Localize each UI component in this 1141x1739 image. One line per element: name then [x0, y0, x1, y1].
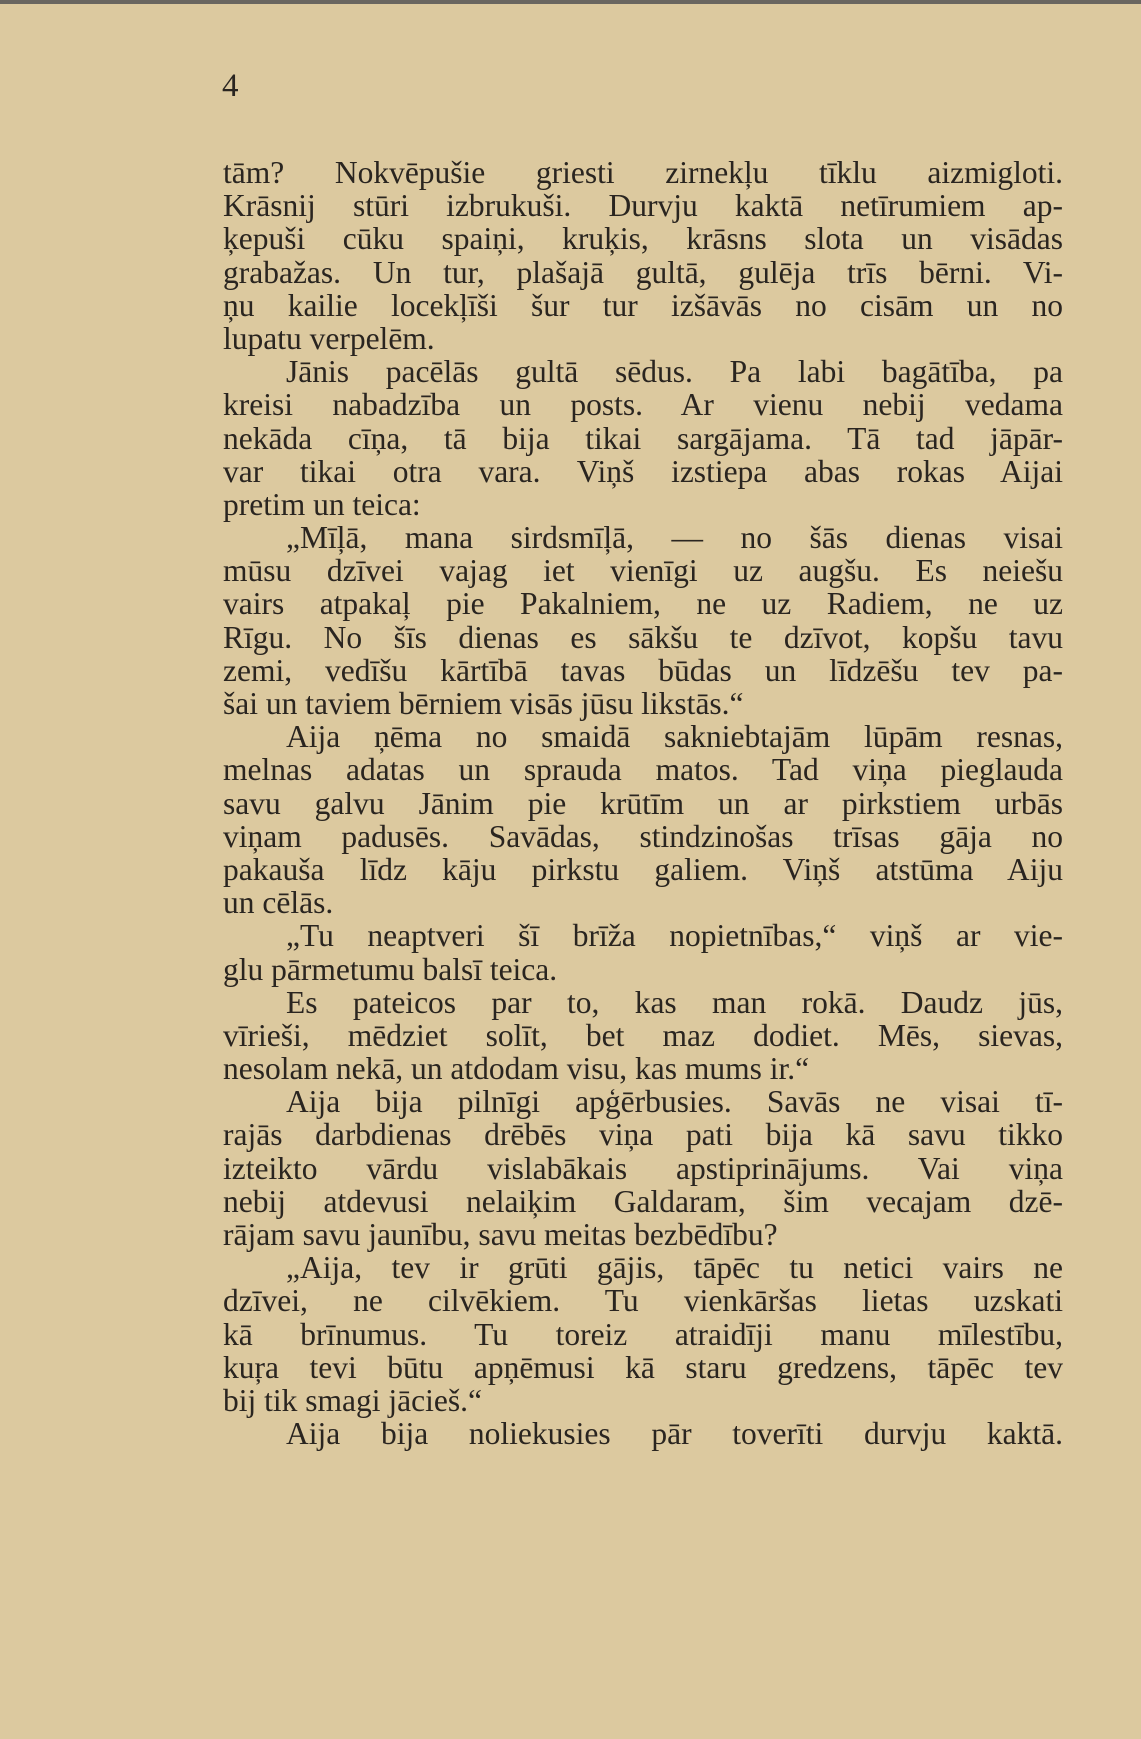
text-line: rājam savu jaunību, savu meitas bezbēdību?: [223, 1217, 778, 1252]
text-line: pretim un teica:: [223, 486, 421, 522]
text-line: grabažas. Un tur, plašajā gultā, gulēja trīs bērni. Vi-: [223, 254, 1063, 290]
text-line: kreisi nabadzība un posts. Ar vienu nebij vedama: [223, 387, 1063, 423]
text-line: kā brīnumus. Tu toreiz atraidīji manu mīlestību,: [223, 1316, 1063, 1352]
text-line: nesolam nekā, un atdodam visu, kas mums ir.“: [223, 1051, 810, 1087]
text-line: nekāda cīņa, tā bija tikai sargājama. Tā tad jāpār-: [223, 420, 1063, 456]
text-line: savu galvu Jānim pie krūtīm un ar pirkstiem urbās: [223, 785, 1063, 821]
page-number: 4: [222, 68, 239, 104]
text-line: ņu kailie locekļīši šur tur izšāvās no cisām un no: [223, 287, 1063, 323]
text-line: Aija bija pilnīgi apģērbusies. Savās ne visai tī-: [286, 1084, 1063, 1120]
text-line: nebij atdevusi nelaiķim Galdaram, šim vecajam dzē-: [223, 1183, 1063, 1219]
text-line: šai un taviem bērniem visās jūsu likstās.“: [223, 686, 744, 721]
text-line: Krāsnij stūri izbrukuši. Durvju kaktā netīrumiem ap-: [223, 188, 1063, 224]
text-line: „Mīļā, mana sirdsmīļā, — no šās dienas visai: [286, 520, 1063, 556]
text-line: Jānis pacēlās gultā sēdus. Pa labi bagātība, pa: [286, 354, 1063, 390]
text-line: tām? Nokvēpušie griesti zirnekļu tīklu aizmigloti.: [223, 155, 1063, 190]
text-line: mūsu dzīvei vajag iet vienīgi uz augšu. Es neiešu: [223, 553, 1063, 589]
text-line: Rīgu. No šīs dienas es sākšu te dzīvot, kopšu tavu: [223, 619, 1063, 655]
text-line: glu pārmetumu balsī teica.: [223, 951, 558, 987]
text-line: viņam padusēs. Savādas, stindzinošas trīsas gāja no: [223, 818, 1063, 854]
text-line: dzīvei, ne cilvēkiem. Tu vienkāršas lietas uzskati: [223, 1283, 1063, 1319]
text-line: Es pateicos par to, kas man rokā. Daudz jūs,: [286, 984, 1063, 1020]
text-line: Aija ņēma no smaidā sakniebtajām lūpām resnas,: [286, 719, 1063, 755]
text-line: kuŗa tevi būtu apņēmusi kā staru gredzens, tāpēc tev: [223, 1349, 1063, 1385]
text-line: Aija bija noliekusies pār toverīti durvju kaktā.: [286, 1416, 1063, 1452]
text-line: lupatu verpelēm.: [223, 320, 435, 356]
text-line: ķepuši cūku spaiņi, kruķis, krāsns slota un visādas: [223, 221, 1063, 257]
text-line: vairs atpakaļ pie Pakalniem, ne uz Radiem, ne uz: [223, 586, 1063, 622]
text-line: vīrieši, mēdziet solīt, bet maz dodiet. Mēs, sievas,: [223, 1017, 1063, 1053]
text-line: melnas adatas un sprauda matos. Tad viņa pieglauda: [223, 752, 1063, 788]
text-line: var tikai otra vara. Viņš izstiepa abas rokas Aijai: [223, 453, 1063, 489]
text-line: „Aija, tev ir grūti gājis, tāpēc tu netici vairs ne: [286, 1250, 1063, 1286]
text-line: zemi, vedīšu kārtībā tavas būdas un līdzēšu tev pa-: [223, 652, 1063, 688]
text-line: bij tik smagi jācieš.“: [223, 1382, 482, 1418]
body-text: [223, 156, 1063, 1450]
text-line: pakauša līdz kāju pirkstu galiem. Viņš atstūma Aiju: [223, 851, 1063, 887]
text-line: „Tu neaptveri šī brīža nopietnības,“ viņš ar vie-: [286, 918, 1063, 954]
text-line: un cēlās.: [223, 885, 334, 921]
page-top-edge: [0, 0, 1141, 4]
text-line: izteikto vārdu vislabākais apstiprinājums. Vai viņa: [223, 1150, 1063, 1186]
text-line: rajās darbdienas drēbēs viņa pati bija kā savu tikko: [223, 1117, 1063, 1153]
